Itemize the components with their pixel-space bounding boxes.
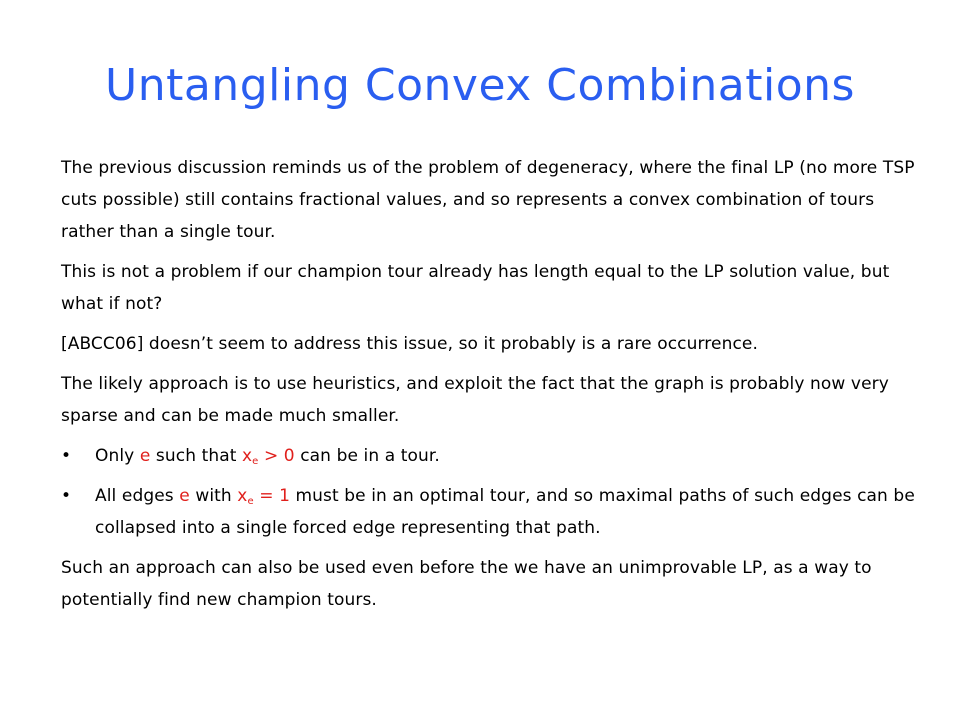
paragraph-champion-tour: This is not a problem if our champion tour already has length equal to the LP solution value, but what if not? [61, 262, 890, 314]
bullet-marker: • [61, 486, 72, 506]
bullet-text: must be in an optimal tour, and so maximal paths of such edges can be collapsed into a single forced edge representing that path. [95, 486, 915, 538]
slide-title: Untangling Convex Combinations [105, 60, 855, 111]
bullet-forced-edges [61, 480, 921, 544]
bullet-text: such that [150, 446, 242, 466]
edge-variable: e [179, 486, 190, 506]
x-variable: $x_e > 0$ [242, 446, 295, 467]
bullet-text: can be in a tour. [294, 446, 440, 466]
paragraph-heuristics: The likely approach is to use heuristics, and exploit the fact that the graph is probably now very sparse and can be made much smaller. [61, 374, 889, 426]
edge-variable: e [139, 446, 151, 466]
paragraph-degeneracy: The previous discussion reminds us of the problem of degeneracy, where the final LP (no more TSP cuts possible) still contains fractional values, and so represents a convex combination of tours rather than a single tour. [61, 158, 915, 242]
paragraph-citation: [ABCC06] doesn’t seem to address this issue, so it probably is a rare occurrence. [61, 334, 758, 354]
bullet-text: Only [95, 446, 140, 466]
subscript: e [247, 496, 254, 507]
paragraph-early-use: Such an approach can also be used even before the we have an unimprovable LP, as a way to potentially find new champion tours. [61, 558, 872, 610]
slide-body [61, 152, 921, 624]
bullet-positive-edges [61, 440, 921, 472]
x-variable: $x_e = 1$ [237, 486, 291, 507]
bullet-text: All edges [95, 486, 180, 506]
bullet-marker: • [61, 446, 72, 466]
subscript: e [252, 456, 259, 467]
bullet-text: with [189, 486, 238, 506]
